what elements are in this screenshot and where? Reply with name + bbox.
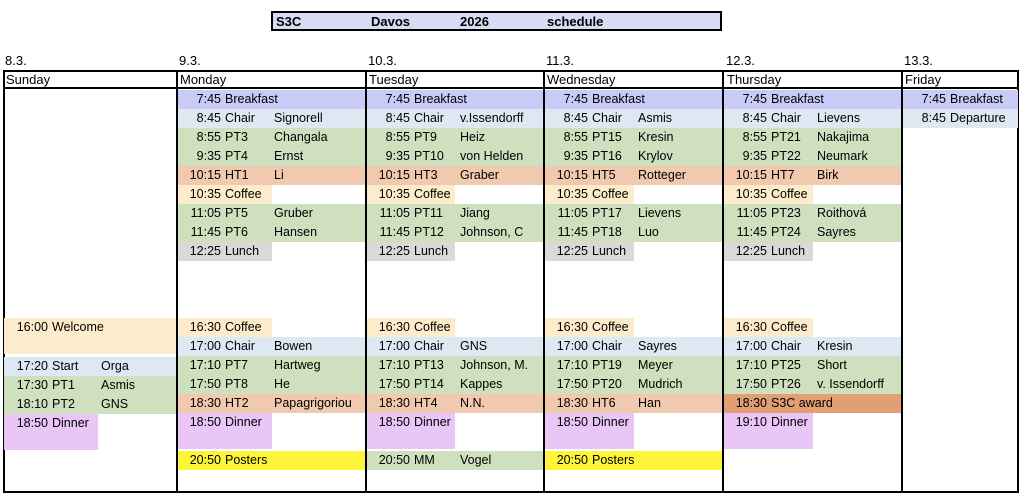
title-word: schedule [547, 14, 604, 29]
sunday-slot-start [4, 357, 176, 376]
slot-time: 16:30 [735, 320, 767, 334]
slot-speaker: Lievens [817, 111, 861, 125]
slot-speaker: Han [638, 396, 661, 410]
slot-label: Coffee [414, 320, 451, 334]
slot-label: PT5 [225, 206, 248, 220]
tuesday-slot-coffee [367, 318, 455, 337]
slot-label: Breakfast [225, 92, 278, 106]
slot-label: HT4 [414, 396, 438, 410]
slot-speaker: Hartweg [274, 358, 321, 372]
slot-time: 19:10 [735, 415, 767, 429]
slot-time: 11:45 [557, 225, 588, 239]
slot-time: 20:50 [378, 453, 410, 467]
slot-time: 10:15 [378, 168, 410, 182]
thursday-slot-pt26 [724, 375, 901, 394]
thursday-slot-coffee [724, 318, 813, 337]
monday-slot-chair [178, 337, 365, 356]
slot-time: 17:20 [16, 359, 48, 373]
slot-label: PT9 [414, 130, 437, 144]
thursday-slot-pt21 [724, 128, 901, 147]
slot-label: HT1 [225, 168, 249, 182]
slot-speaker: Gruber [274, 206, 313, 220]
slot-speaker: Lievens [638, 206, 682, 220]
slot-time: 10:35 [189, 187, 221, 201]
slot-time: 9:35 [563, 149, 588, 163]
date-wednesday: 11.3. [546, 53, 574, 68]
slot-label: Coffee [771, 320, 808, 334]
slot-label: PT20 [592, 377, 622, 391]
thursday-slot-pt22 [724, 147, 901, 166]
monday-slot-pt6 [178, 223, 365, 242]
thursday-slot-chair [724, 337, 901, 356]
slot-time: 11:45 [190, 225, 221, 239]
slot-label: PT22 [771, 149, 801, 163]
monday-slot-pt5 [178, 204, 365, 223]
day-header-sunday: Sunday [6, 72, 51, 87]
slot-label: HT2 [225, 396, 249, 410]
slot-time: 8:55 [385, 130, 410, 144]
header-divider [3, 87, 1019, 89]
wednesday-slot-pt16 [545, 147, 722, 166]
slot-label: Coffee [414, 187, 451, 201]
slot-time: 17:50 [556, 377, 588, 391]
slot-time: 8:45 [385, 111, 410, 125]
slot-time: 17:00 [378, 339, 410, 353]
slot-time: 10:15 [189, 168, 221, 182]
monday-slot-breakfast [178, 90, 365, 109]
slot-speaker: Kappes [460, 377, 503, 391]
slot-time: 16:30 [189, 320, 221, 334]
slot-speaker: Bowen [274, 339, 313, 353]
slot-speaker: Kresin [817, 339, 853, 353]
wednesday-slot-pt20 [545, 375, 722, 394]
slot-label: HT7 [771, 168, 795, 182]
date-friday: 13.3. [904, 53, 933, 68]
slot-time: 18:30 [378, 396, 410, 410]
slot-speaker: Luo [638, 225, 659, 239]
tuesday-slot-pt12 [367, 223, 543, 242]
slot-speaker: Ernst [274, 149, 304, 163]
slot-time: 17:50 [735, 377, 767, 391]
wednesday-slot-coffee [545, 185, 634, 204]
slot-label: PT12 [414, 225, 444, 239]
slot-label: HT6 [592, 396, 616, 410]
slot-label: HT5 [592, 168, 616, 182]
slot-label: Chair [771, 111, 801, 125]
slot-time: 10:35 [735, 187, 767, 201]
slot-label: Chair [592, 111, 622, 125]
slot-speaker: Graber [460, 168, 499, 182]
slot-speaker: Sayres [817, 225, 856, 239]
thursday-slot-ht7 [724, 166, 901, 185]
slot-time: 7:45 [742, 92, 767, 106]
slot-time: 20:50 [556, 453, 588, 467]
sunday-slot-pt1 [4, 376, 176, 395]
slot-label: PT15 [592, 130, 622, 144]
thursday-slot-dinner [724, 413, 813, 449]
monday-slot-ht2 [178, 394, 365, 413]
slot-label: Chair [225, 339, 255, 353]
tuesday-slot-pt10 [367, 147, 543, 166]
slot-label: PT11 [414, 206, 443, 220]
slot-speaker: Signorell [274, 111, 323, 125]
slot-time: 18:30 [189, 396, 221, 410]
slot-speaker: Neumark [817, 149, 868, 163]
slot-label: Breakfast [592, 92, 645, 106]
slot-label: S3C award [771, 396, 833, 410]
slot-time: 18:50 [16, 416, 48, 430]
slot-time: 17:10 [556, 358, 588, 372]
slot-label: Breakfast [771, 92, 824, 106]
tuesday-slot-pt9 [367, 128, 543, 147]
wednesday-slot-pt15 [545, 128, 722, 147]
slot-speaker: Kresin [638, 130, 674, 144]
slot-time: 17:10 [378, 358, 410, 372]
title-s3c: S3C [276, 14, 302, 29]
slot-speaker: Heiz [460, 130, 486, 144]
slot-time: 11:05 [736, 206, 767, 220]
slot-time: 18:50 [189, 415, 221, 429]
tuesday-slot-pt11 [367, 204, 543, 223]
slot-speaker: Hansen [274, 225, 318, 239]
tuesday-slot-coffee [367, 185, 455, 204]
slot-speaker: Johnson, C [460, 225, 524, 239]
slot-speaker: Changala [274, 130, 328, 144]
slot-label: MM [414, 453, 435, 467]
friday-slot-breakfast [903, 90, 1018, 109]
title-location: Davos [371, 14, 411, 29]
slot-speaker: Krylov [638, 149, 673, 163]
slot-time: 18:10 [16, 397, 48, 411]
thursday-slot-lunch [724, 242, 813, 261]
tuesday-slot-pt14 [367, 375, 543, 394]
slot-time: 9:35 [742, 149, 767, 163]
thursday-slot-breakfast [724, 90, 901, 109]
slot-label: PT7 [225, 358, 248, 372]
friday-slot-departure [903, 109, 1018, 128]
slot-label: Lunch [771, 244, 806, 258]
slot-label: PT25 [771, 358, 801, 372]
thursday-slot-coffee [724, 185, 813, 204]
slot-label: PT4 [225, 149, 248, 163]
tuesday-slot-ht4 [367, 394, 543, 413]
slot-time: 16:00 [16, 320, 48, 334]
slot-speaker: Sayres [638, 339, 677, 353]
slot-speaker: Roithová [817, 206, 867, 220]
wednesday-slot-lunch [545, 242, 634, 261]
title-year: 2026 [460, 14, 489, 29]
slot-label: PT18 [592, 225, 622, 239]
day-header-friday: Friday [905, 72, 942, 87]
monday-slot-chair [178, 109, 365, 128]
slot-label: Dinner [414, 415, 451, 429]
slot-label: Coffee [592, 320, 629, 334]
slot-time: 17:00 [556, 339, 588, 353]
slot-label: Chair [592, 339, 622, 353]
tuesday-slot-dinner [367, 413, 455, 449]
slot-time: 18:50 [378, 415, 410, 429]
slot-time: 8:45 [921, 111, 946, 125]
slot-speaker: Li [274, 168, 284, 182]
tuesday-slot-pt13 [367, 356, 543, 375]
slot-speaker: Orga [101, 359, 129, 373]
slot-time: 12:25 [378, 244, 410, 258]
slot-time: 7:45 [921, 92, 946, 106]
slot-label: PT1 [52, 378, 75, 392]
slot-label: Breakfast [950, 92, 1003, 106]
tuesday-slot-ht3 [367, 166, 543, 185]
day-header-tuesday: Tuesday [369, 72, 419, 87]
slot-time: 11:05 [190, 206, 221, 220]
slot-time: 17:00 [189, 339, 221, 353]
wednesday-slot-pt18 [545, 223, 722, 242]
slot-speaker: Jiang [460, 206, 490, 220]
monday-slot-coffee [178, 318, 272, 337]
slot-label: Dinner [225, 415, 262, 429]
slot-time: 10:15 [735, 168, 767, 182]
date-monday: 9.3. [179, 53, 201, 68]
day-header-wednesday: Wednesday [547, 72, 616, 87]
slot-label: Posters [592, 453, 635, 467]
slot-label: PT23 [771, 206, 801, 220]
monday-slot-ht1 [178, 166, 365, 185]
slot-speaker: Papagrigoriou [274, 396, 352, 410]
slot-time: 17:10 [735, 358, 767, 372]
slot-speaker: N.N. [460, 396, 485, 410]
thursday-slot-chair [724, 109, 901, 128]
slot-label: PT16 [592, 149, 622, 163]
slot-label: Lunch [414, 244, 449, 258]
wednesday-slot-chair [545, 337, 722, 356]
slot-time: 7:45 [196, 92, 221, 106]
slot-speaker: Short [817, 358, 847, 372]
tuesday-slot-chair [367, 337, 543, 356]
slot-time: 11:45 [736, 225, 767, 239]
monday-slot-dinner [178, 413, 272, 449]
wednesday-slot-chair [545, 109, 722, 128]
slot-label: PT8 [225, 377, 248, 391]
wednesday-slot-ht6 [545, 394, 722, 413]
wednesday-slot-dinner [545, 413, 634, 449]
monday-slot-pt8 [178, 375, 365, 394]
slot-label: Coffee [771, 187, 808, 201]
slot-time: 7:45 [385, 92, 410, 106]
wednesday-slot-coffee [545, 318, 634, 337]
slot-speaker: GNS [460, 339, 488, 353]
slot-label: Posters [225, 453, 268, 467]
slot-time: 17:00 [735, 339, 767, 353]
slot-label: PT21 [771, 130, 801, 144]
slot-time: 12:25 [556, 244, 588, 258]
slot-label: Lunch [225, 244, 260, 258]
slot-label: Dinner [52, 416, 89, 430]
slot-time: 18:30 [735, 396, 767, 410]
slot-time: 9:35 [196, 149, 221, 163]
slot-time: 17:50 [378, 377, 410, 391]
thursday-slot-s3c-award [724, 394, 901, 413]
slot-time: 12:25 [189, 244, 221, 258]
slot-speaker: Vogel [460, 453, 492, 467]
slot-time: 8:45 [742, 111, 767, 125]
day-header-monday: Monday [180, 72, 227, 87]
slot-label: Breakfast [414, 92, 467, 106]
slot-time: 10:15 [556, 168, 588, 182]
schedule-title-banner [271, 11, 722, 31]
slot-speaker: v. Issendorff [817, 377, 884, 391]
slot-label: PT19 [592, 358, 622, 372]
slot-speaker: Asmis [101, 378, 136, 392]
column-divider [901, 70, 903, 493]
slot-label: PT3 [225, 130, 248, 144]
thursday-slot-pt25 [724, 356, 901, 375]
monday-slot-pt3 [178, 128, 365, 147]
slot-label: PT24 [771, 225, 801, 239]
slot-time: 10:35 [378, 187, 410, 201]
slot-speaker: Rotteger [638, 168, 686, 182]
slot-time: 8:55 [742, 130, 767, 144]
slot-label: Chair [771, 339, 801, 353]
monday-slot-pt7 [178, 356, 365, 375]
slot-time: 18:50 [556, 415, 588, 429]
tuesday-slot-lunch [367, 242, 455, 261]
slot-label: Coffee [225, 320, 262, 334]
slot-label: Dinner [592, 415, 629, 429]
slot-time: 17:50 [189, 377, 221, 391]
slot-time: 17:30 [16, 378, 48, 392]
tuesday-slot-chair [367, 109, 543, 128]
slot-speaker: von Helden [460, 149, 524, 163]
slot-label: Chair [414, 111, 444, 125]
slot-label: PT13 [414, 358, 444, 372]
date-sunday: 8.3. [5, 53, 27, 68]
slot-label: Coffee [225, 187, 262, 201]
slot-speaker: Nakajima [817, 130, 870, 144]
slot-time: 12:25 [735, 244, 767, 258]
slot-label: Chair [414, 339, 444, 353]
monday-slot-coffee [178, 185, 272, 204]
sunday-slot-welcome [4, 318, 176, 354]
wednesday-slot-pt17 [545, 204, 722, 223]
slot-time: 8:55 [563, 130, 588, 144]
slot-time: 16:30 [556, 320, 588, 334]
slot-time: 7:45 [563, 92, 588, 106]
slot-speaker: Mudrich [638, 377, 683, 391]
slot-label: HT3 [414, 168, 438, 182]
slot-label: Coffee [592, 187, 629, 201]
wednesday-slot-ht5 [545, 166, 722, 185]
slot-label: Start [52, 359, 79, 373]
slot-time: 10:35 [556, 187, 588, 201]
slot-speaker: Meyer [638, 358, 673, 372]
slot-label: PT10 [414, 149, 444, 163]
wednesday-slot-pt19 [545, 356, 722, 375]
slot-label: PT6 [225, 225, 248, 239]
slot-label: Dinner [771, 415, 808, 429]
day-header-thursday: Thursday [727, 72, 782, 87]
slot-time: 11:05 [379, 206, 410, 220]
slot-speaker: Asmis [638, 111, 673, 125]
date-thursday: 12.3. [726, 53, 755, 68]
slot-time: 11:45 [379, 225, 410, 239]
slot-speaker: Johnson, M. [460, 358, 529, 372]
sunday-slot-dinner [4, 414, 98, 450]
slot-speaker: GNS [101, 397, 129, 411]
slot-label: Lunch [592, 244, 627, 258]
monday-slot-posters [178, 451, 365, 470]
slot-label: Welcome [52, 320, 104, 334]
date-tuesday: 10.3. [368, 53, 397, 68]
tuesday-slot-mm [367, 451, 543, 470]
slot-speaker: He [274, 377, 290, 391]
thursday-slot-pt24 [724, 223, 901, 242]
monday-slot-pt4 [178, 147, 365, 166]
slot-time: 20:50 [189, 453, 221, 467]
slot-label: PT17 [592, 206, 622, 220]
monday-slot-lunch [178, 242, 272, 261]
wednesday-slot-posters [545, 451, 722, 470]
slot-time: 17:10 [189, 358, 221, 372]
slot-speaker: v.Issendorff [460, 111, 524, 125]
slot-time: 8:45 [563, 111, 588, 125]
slot-label: Departure [950, 111, 1006, 125]
slot-time: 8:45 [196, 111, 221, 125]
tuesday-slot-breakfast [367, 90, 543, 109]
thursday-slot-pt23 [724, 204, 901, 223]
slot-label: PT14 [414, 377, 444, 391]
slot-time: 9:35 [385, 149, 410, 163]
slot-time: 8:55 [196, 130, 221, 144]
slot-time: 16:30 [378, 320, 410, 334]
slot-time: 11:05 [557, 206, 588, 220]
sunday-slot-pt2 [4, 395, 176, 414]
slot-label: PT2 [52, 397, 75, 411]
slot-speaker: Birk [817, 168, 839, 182]
wednesday-slot-breakfast [545, 90, 722, 109]
slot-label: Chair [225, 111, 255, 125]
slot-label: PT26 [771, 377, 801, 391]
slot-time: 18:30 [556, 396, 588, 410]
